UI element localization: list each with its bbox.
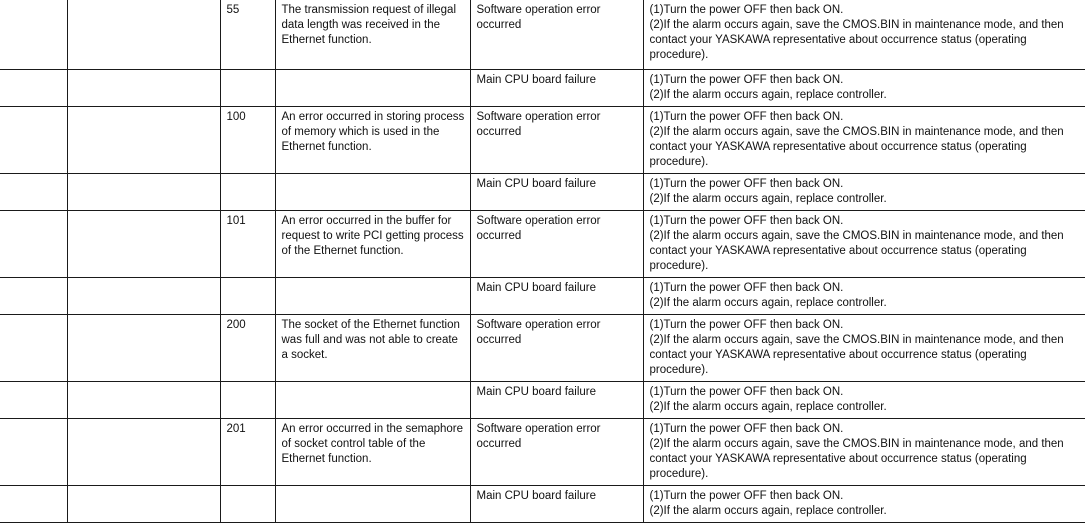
cause-cell: Main CPU board failure <box>470 485 643 522</box>
alarm-number-cell <box>0 106 67 173</box>
alarm-name-cell <box>67 277 220 314</box>
table-row <box>0 106 1085 173</box>
remedy-cell <box>643 0 1085 69</box>
remedy-cell <box>643 314 1085 381</box>
remedy-cell <box>643 485 1085 522</box>
sub-code-cell <box>220 69 275 106</box>
alarm-number-cell <box>0 173 67 210</box>
alarm-name-cell <box>67 0 220 69</box>
remedy-step-1: (1)Turn the power OFF then back ON. <box>649 489 844 502</box>
cause-cell: Main CPU board failure <box>470 277 643 314</box>
sub-code-cell <box>220 485 275 522</box>
meaning-cell: An error occurred in the buffer for request to write PCI getting process of the Ethernet function. <box>275 210 470 277</box>
meaning-cell: An error occurred in the semaphore of socket control table of the Ethernet function. <box>275 418 470 485</box>
remedy-cell <box>643 418 1085 485</box>
sub-code-cell <box>220 277 275 314</box>
sub-code-cell: 200 <box>220 314 275 381</box>
remedy-cell <box>643 381 1085 418</box>
alarm-number-cell <box>0 0 67 69</box>
remedy-cell <box>643 277 1085 314</box>
cause-cell: Software operation error occurred <box>470 314 643 381</box>
remedy-cell <box>643 173 1085 210</box>
cause-cell: Main CPU board failure <box>470 173 643 210</box>
remedy-step-2: (2)If the alarm occurs again, replace controller. <box>649 504 887 517</box>
alarm-number-cell <box>0 314 67 381</box>
remedy-step-2: (2)If the alarm occurs again, replace controller. <box>649 296 887 309</box>
meaning-cell <box>275 381 470 418</box>
sub-code-cell: 101 <box>220 210 275 277</box>
remedy-step-1: (1)Turn the power OFF then back ON. <box>649 385 844 398</box>
meaning-cell: The socket of the Ethernet function was full and was not able to create a socket. <box>275 314 470 381</box>
table-row <box>0 314 1085 381</box>
remedy-step-1: (1)Turn the power OFF then back ON. <box>649 110 844 123</box>
remedy-step-1: (1)Turn the power OFF then back ON. <box>649 73 844 86</box>
sub-code-cell: 201 <box>220 418 275 485</box>
remedy-cell <box>643 210 1085 277</box>
remedy-step-2: (2)If the alarm occurs again, save the CMOS.BIN in maintenance mode, and then contact your YASKAWA representative about occurrence status (operating procedure). <box>649 229 1064 272</box>
remedy-step-1: (1)Turn the power OFF then back ON. <box>649 318 844 331</box>
table-row <box>0 210 1085 277</box>
meaning-cell <box>275 173 470 210</box>
meaning-cell <box>275 69 470 106</box>
alarm-number-cell <box>0 277 67 314</box>
remedy-step-1: (1)Turn the power OFF then back ON. <box>649 281 844 294</box>
alarm-number-cell <box>0 210 67 277</box>
table-row <box>0 69 1085 106</box>
remedy-cell <box>643 69 1085 106</box>
alarm-name-cell <box>67 69 220 106</box>
alarm-name-cell <box>67 485 220 522</box>
remedy-step-2: (2)If the alarm occurs again, replace controller. <box>649 88 887 101</box>
alarm-number-cell <box>0 69 67 106</box>
remedy-step-1: (1)Turn the power OFF then back ON. <box>649 177 844 190</box>
meaning-cell <box>275 277 470 314</box>
remedy-step-2: (2)If the alarm occurs again, save the CMOS.BIN in maintenance mode, and then contact your YASKAWA representative about occurrence status (operating procedure). <box>649 333 1064 376</box>
remedy-step-2: (2)If the alarm occurs again, save the CMOS.BIN in maintenance mode, and then contact your YASKAWA representative about occurrence status (operating procedure). <box>649 437 1064 480</box>
sub-code-cell <box>220 173 275 210</box>
cause-cell: Main CPU board failure <box>470 69 643 106</box>
remedy-step-2: (2)If the alarm occurs again, save the CMOS.BIN in maintenance mode, and then contact your YASKAWA representative about occurrence status (operating procedure). <box>649 125 1064 168</box>
meaning-cell <box>275 485 470 522</box>
alarm-name-cell <box>67 210 220 277</box>
cause-cell: Software operation error occurred <box>470 210 643 277</box>
cause-cell: Software operation error occurred <box>470 106 643 173</box>
cause-cell: Main CPU board failure <box>470 381 643 418</box>
meaning-cell: The transmission request of illegal data length was received in the Ethernet function. <box>275 0 470 69</box>
cause-cell: Software operation error occurred <box>470 0 643 69</box>
remedy-step-1: (1)Turn the power OFF then back ON. <box>649 214 844 227</box>
alarm-name-cell <box>67 173 220 210</box>
remedy-step-1: (1)Turn the power OFF then back ON. <box>649 4 844 16</box>
alarm-name-cell <box>67 418 220 485</box>
meaning-cell: An error occurred in storing process of memory which is used in the Ethernet function. <box>275 106 470 173</box>
table-row <box>0 0 1085 69</box>
alarm-name-cell <box>67 381 220 418</box>
alarm-number-cell <box>0 418 67 485</box>
remedy-step-2: (2)If the alarm occurs again, replace controller. <box>649 400 887 413</box>
alarm-name-cell <box>67 106 220 173</box>
alarm-name-cell <box>67 314 220 381</box>
remedy-step-1: (1)Turn the power OFF then back ON. <box>649 422 844 435</box>
table-row <box>0 381 1085 418</box>
remedy-cell <box>643 106 1085 173</box>
table-row <box>0 418 1085 485</box>
table-row <box>0 485 1085 522</box>
alarm-number-cell <box>0 485 67 522</box>
sub-code-cell: 100 <box>220 106 275 173</box>
table-row <box>0 277 1085 314</box>
remedy-step-2: (2)If the alarm occurs again, save the CMOS.BIN in maintenance mode, and then contact your YASKAWA representative about occurrence status (operating procedure). <box>649 19 1064 61</box>
alarm-number-cell <box>0 381 67 418</box>
table-row <box>0 173 1085 210</box>
remedy-step-2: (2)If the alarm occurs again, replace controller. <box>649 192 887 205</box>
cause-cell: Software operation error occurred <box>470 418 643 485</box>
sub-code-cell <box>220 381 275 418</box>
sub-code-cell: 55 <box>220 0 275 69</box>
